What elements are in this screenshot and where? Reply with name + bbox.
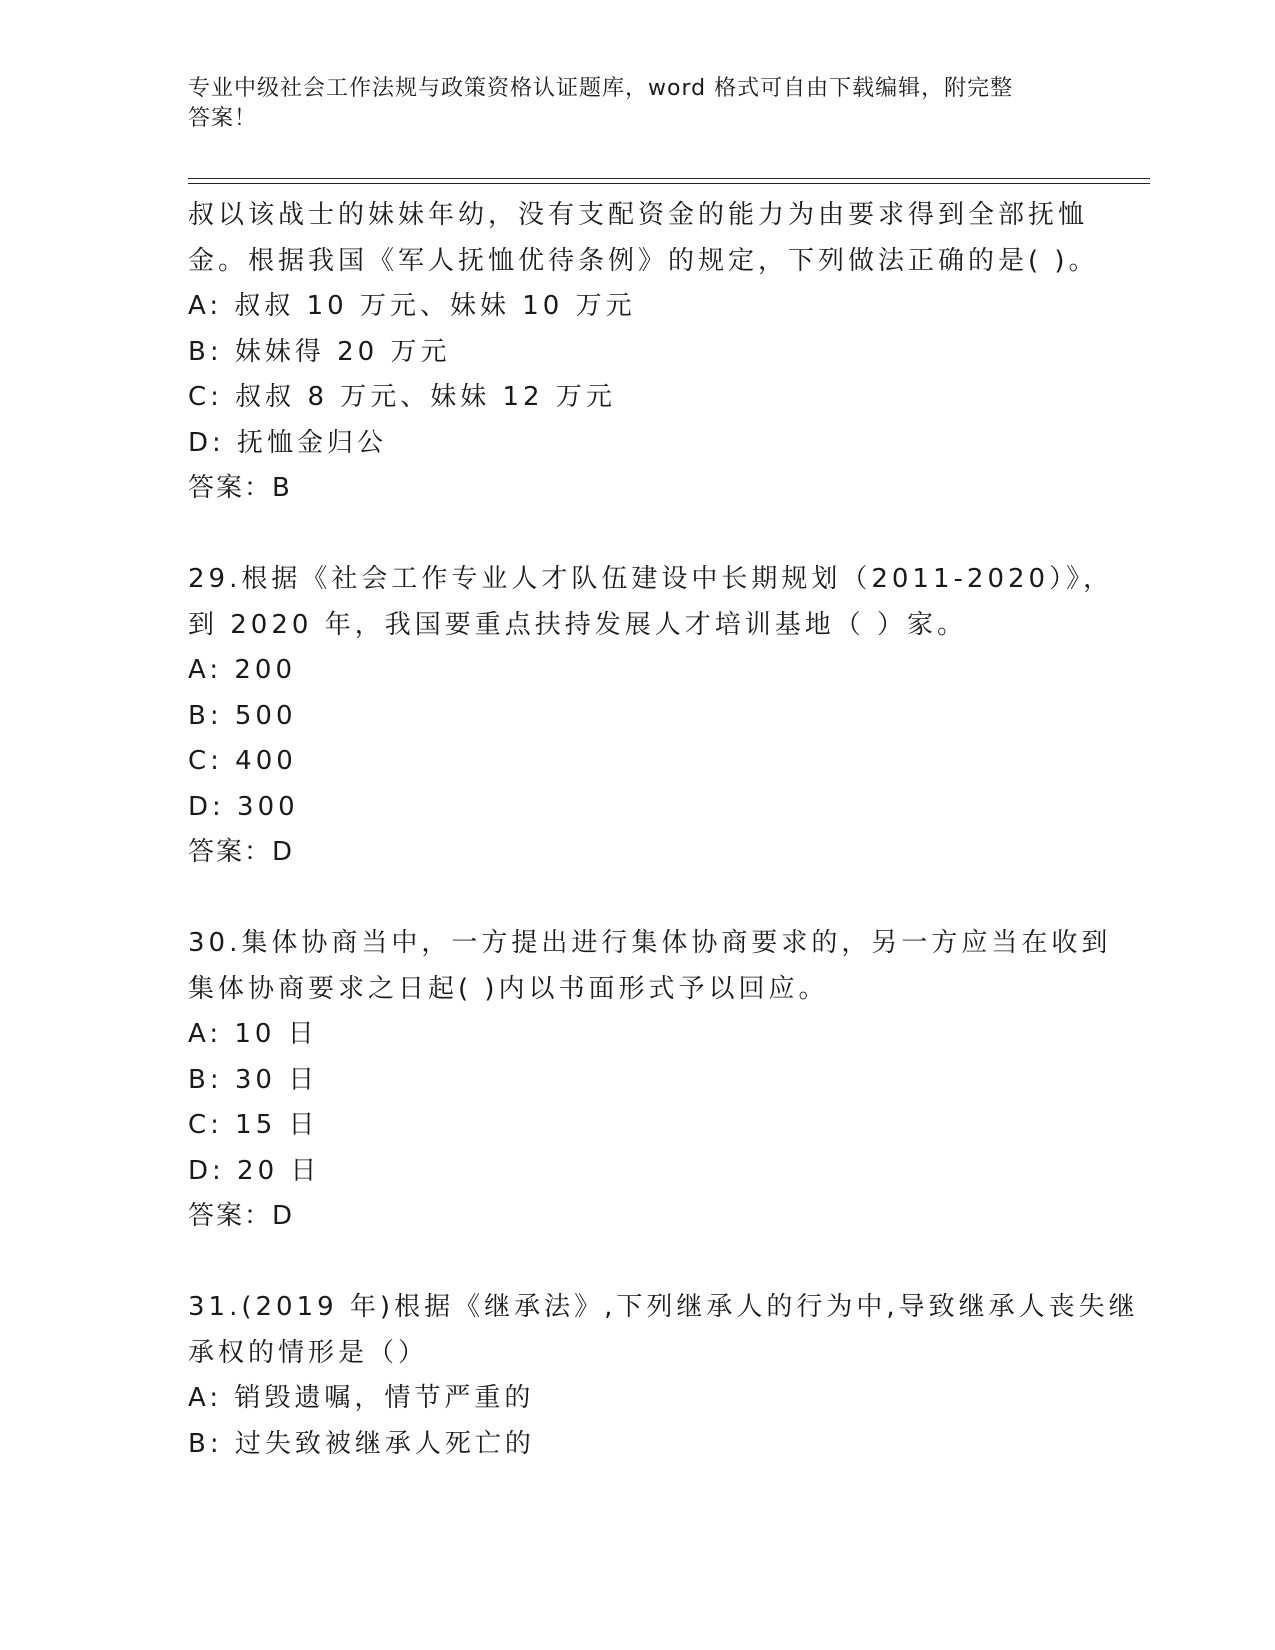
option-a: A: 叔叔 10 万元、妹妹 10 万元: [188, 291, 636, 321]
question-28: [188, 193, 1128, 512]
header-line-1: 专业中级社会工作法规与政策资格认证题库，word 格式可自由下载编辑，附完整: [188, 76, 1014, 101]
question-31: [188, 1285, 1139, 1467]
spacer: [188, 876, 1128, 922]
option-d: D: 抚恤金归公: [188, 427, 388, 458]
option-b: B: 过失致被继承人死亡的: [188, 1428, 535, 1459]
question-30: [188, 921, 1128, 1240]
option-b: B: 30 日: [188, 1064, 319, 1095]
option-d: D: 300: [188, 791, 299, 822]
spacer: [188, 1240, 1128, 1286]
header-rule-bottom: [188, 183, 1150, 184]
question-29: [188, 557, 1128, 876]
question-stem-line: 集体协商要求之日起( )内以书面形式予以回应。: [188, 973, 829, 1004]
question-stem-line: 29.根据《社会工作专业人才队伍建设中长期规划（2011-2020）》，: [188, 564, 1114, 594]
question-stem-line: 到 2020 年，我国要重点扶持发展人才培训基地（ ）家。: [188, 609, 967, 640]
option-c: C: 叔叔 8 万元、妹妹 12 万元: [188, 382, 616, 412]
question-stem-line: 31.(2019 年)根据《继承法》,下列继承人的行为中,导致继承人丧失继: [188, 1292, 1139, 1322]
option-b: B: 妹妹得 20 万元: [188, 336, 451, 367]
option-a: A: 销毁遗嘱，情节严重的: [188, 1383, 535, 1413]
option-c: C: 15 日: [188, 1110, 319, 1140]
answer: 答案：D: [188, 1201, 295, 1231]
option-d: D: 20 日: [188, 1155, 321, 1186]
question-stem-line: 叔以该战士的妹妹年幼，没有支配资金的能力为由要求得到全部抚恤: [188, 200, 1089, 230]
document-header: [188, 74, 1088, 134]
option-a: A: 200: [188, 655, 296, 685]
question-stem-line: 金。根据我国《军人抚恤优待条例》的规定，下列做法正确的是( )。: [188, 245, 1099, 276]
answer: 答案：D: [188, 837, 295, 867]
option-c: C: 400: [188, 746, 297, 776]
option-b: B: 500: [188, 700, 297, 731]
header-rule-top: [188, 178, 1150, 179]
question-list: [188, 193, 1139, 1467]
question-stem-line: 承权的情形是（）: [188, 1337, 429, 1368]
header-line-2: 答案！: [188, 106, 258, 131]
spacer: [188, 512, 1128, 558]
question-stem-line: 30.集体协商当中，一方提出进行集体协商要求的，另一方应当在收到: [188, 928, 1112, 958]
option-a: A: 10 日: [188, 1019, 318, 1049]
answer: 答案：B: [188, 473, 292, 503]
